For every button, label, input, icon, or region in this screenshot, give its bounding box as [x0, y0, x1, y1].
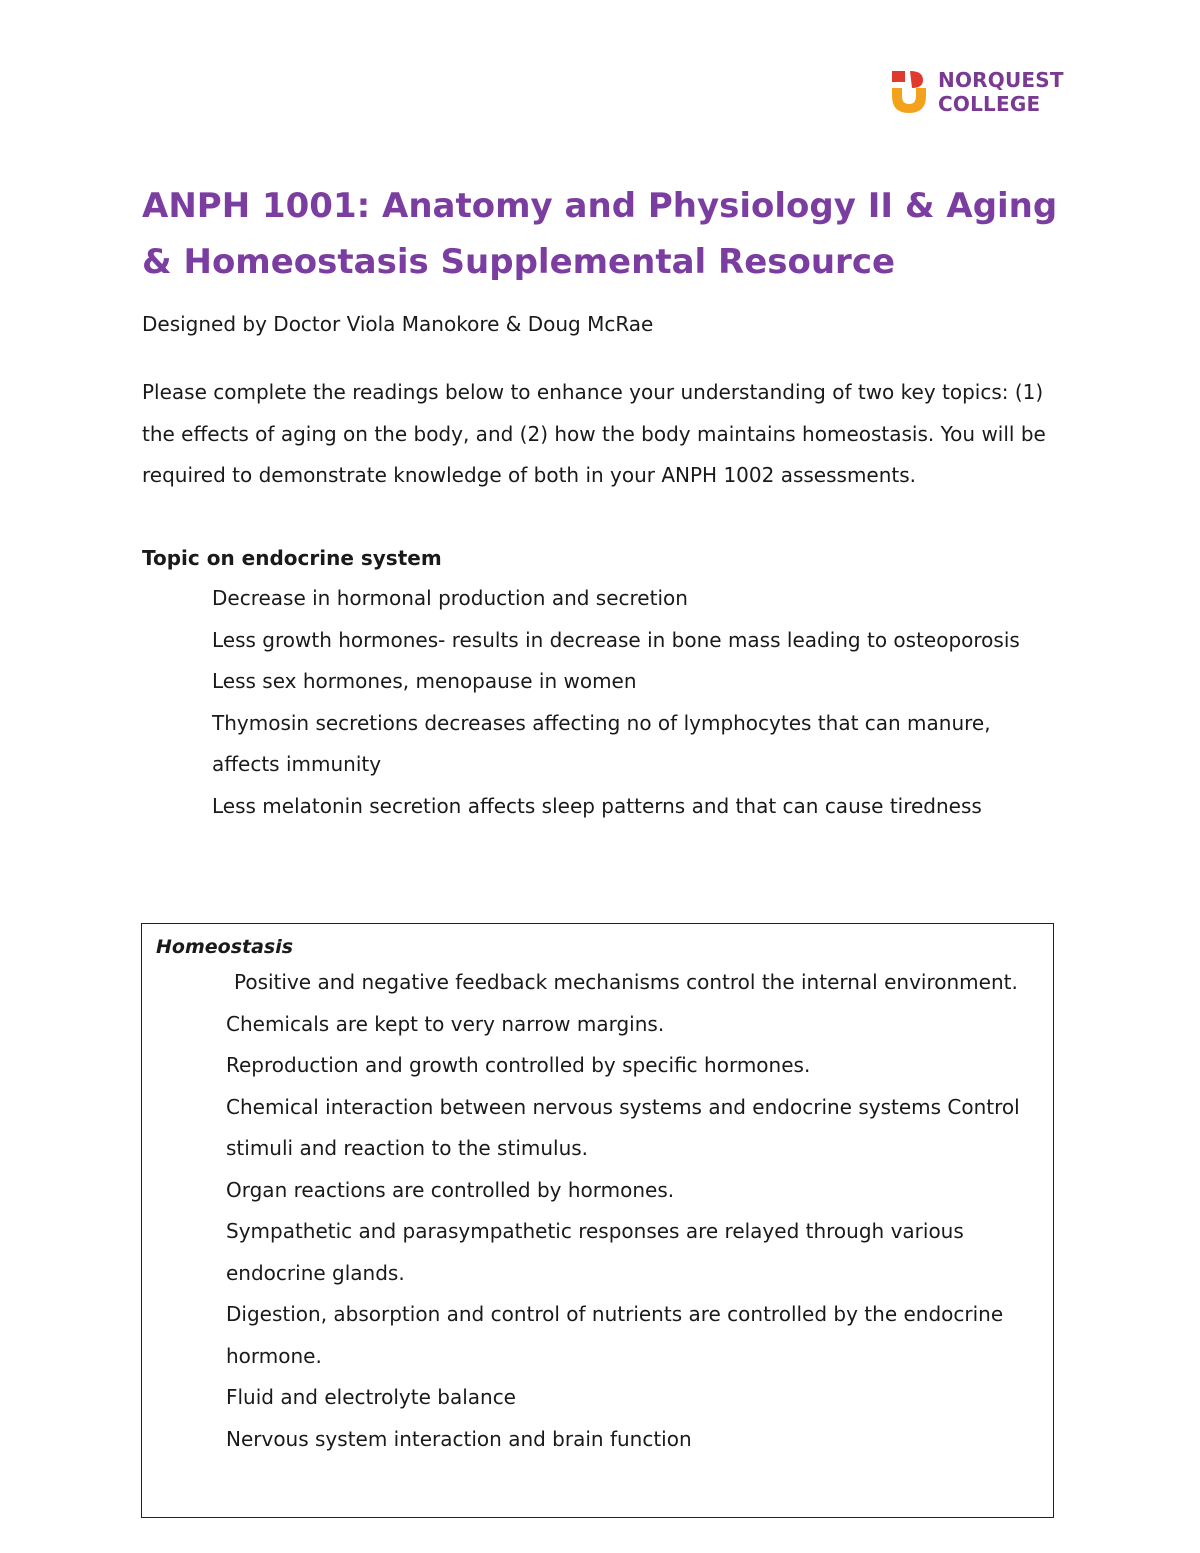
logo-line-1: NORQUEST	[938, 68, 1064, 92]
homeostasis-heading: Homeostasis	[156, 936, 294, 958]
norquest-logo	[890, 66, 1070, 118]
homeostasis-item: Fluid and electrolyte balance	[226, 1385, 516, 1409]
homeostasis-item: Nervous system interaction and brain function	[226, 1426, 692, 1451]
homeostasis-item: Sympathetic and parasympathetic responses are relayed through various endocrine glands.	[226, 1219, 964, 1285]
homeostasis-item: Organ reactions are controlled by hormones.	[226, 1177, 675, 1202]
title-line-1: ANPH 1001: Anatomy and Physiology II & Aging	[142, 186, 1058, 226]
logo-text	[938, 68, 1064, 116]
homeostasis-item: Chemical interaction between nervous systems and endocrine systems Control stimuli and reaction to the stimulus.	[226, 1094, 1020, 1160]
title-line-2: & Homeostasis Supplemental Resource	[142, 242, 896, 282]
norquest-shield-icon	[890, 68, 928, 116]
topic-item: Less sex hormones, menopause in women	[212, 669, 637, 693]
logo-line-2: COLLEGE	[938, 92, 1041, 116]
homeostasis-item: Digestion, absorption and control of nutrients are controlled by the endocrine hormone.	[226, 1302, 1004, 1368]
homeostasis-item: Positive and negative feedback mechanisms control the internal environment.	[234, 970, 1018, 994]
homeostasis-box	[141, 923, 1054, 1518]
intro-paragraph: Please complete the readings below to enhance your understanding of two key topics: (1) the effects of aging on the body, and (2) how the body maintains homeostasis. You will be required to demonstrate knowledge of both in your ANPH 1002 assessments.	[142, 380, 1046, 487]
topic-item: Less melatonin secretion affects sleep patterns and that can cause tiredness	[212, 793, 982, 818]
homeostasis-item: Chemicals are kept to very narrow margins.	[226, 1011, 665, 1036]
topic-item: Decrease in hormonal production and secretion	[212, 586, 688, 610]
homeostasis-list	[226, 962, 1026, 1460]
topic-list	[212, 578, 1042, 827]
topic-item: Thymosin secretions decreases affecting no of lymphocytes that can manure, affects immunity	[212, 710, 991, 776]
topic-heading: Topic on endocrine system	[142, 546, 442, 570]
document-title	[142, 178, 1082, 290]
homeostasis-item: Reproduction and growth controlled by specific hormones.	[226, 1053, 811, 1077]
designed-by: Designed by Doctor Viola Manokore & Doug McRae	[142, 312, 654, 336]
topic-item: Less growth hormones- results in decrease in bone mass leading to osteoporosis	[212, 627, 1020, 652]
